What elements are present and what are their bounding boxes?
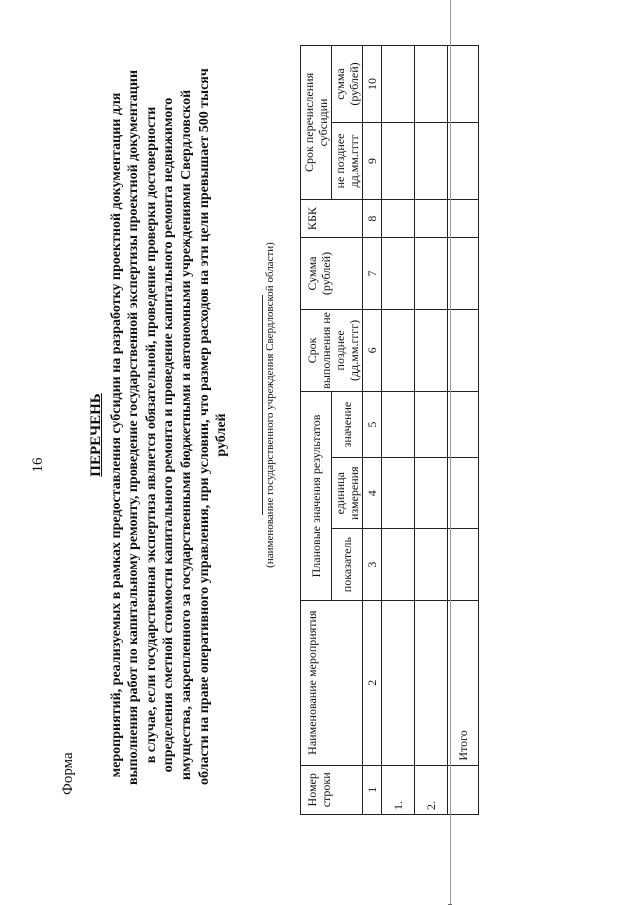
indicator-cell [415,529,448,600]
total-number-cell [448,765,479,814]
title-line: области на праве оперативного управления, при условии, что размер расходов на эти цели превышает 500 тысяч [196,68,212,785]
title-block [88,68,231,785]
column-number: 10 [363,46,382,123]
header-value: значение [332,392,363,458]
row-number: 1. [382,765,415,814]
unit-cell [415,458,448,529]
title-line: рублей [214,413,230,457]
kbk-cell [382,199,415,237]
transfer-deadline-cell [382,123,415,200]
header-event-name: Наименование мероприятия [301,600,363,765]
total-cell [448,199,479,237]
header-unit: единица измерения [332,458,363,529]
value-cell [382,392,415,458]
event-name-cell [415,600,448,765]
total-cell [448,238,479,309]
header-transfer-amount: сумма (рублей) [332,46,363,123]
header-kbk: КБК [301,199,363,237]
column-number-row [363,46,382,815]
amount-cell [415,238,448,309]
unit-cell [382,458,415,529]
page-edge-rule [450,0,451,905]
header-transfer-period: Срок перечисления субсидии [301,46,332,200]
column-number: 6 [363,309,382,391]
title-line: выполнения работ по капитальному ремонту, проведение государственной экспертизы проектной документации [126,69,142,785]
value-cell [415,392,448,458]
header-amount: Сумма (рублей) [301,238,363,309]
title-line: мероприятий, реализуемых в рамках предоставления субсидии на разработку проектной документации для [108,92,124,778]
transfer-deadline-cell [415,123,448,200]
event-name-cell [382,600,415,765]
column-number: 3 [363,529,382,600]
title-line: определения сметной стоимости капитального ремонта и проведение капитального ремонта недвижимого [161,97,177,773]
column-number: 5 [363,392,382,458]
total-cell [448,529,479,600]
header-indicator: показатель [332,529,363,600]
indicator-cell [382,529,415,600]
deadline-cell [415,309,448,391]
amount-cell [382,238,415,309]
column-number: 2 [363,600,382,765]
total-label: Итого [448,600,479,765]
org-name-caption: (наименование государственного учреждения Свердловской области) [264,242,276,568]
column-number: 7 [363,238,382,309]
document-title: ПЕРЕЧЕНЬ [88,393,104,477]
total-row [448,46,479,815]
transfer-amount-cell [415,46,448,123]
page-number: 16 [30,457,46,473]
deadline-cell [382,309,415,391]
header-planned-results: Плановые значения результатов [301,392,332,601]
column-number: 9 [363,123,382,200]
total-cell [448,392,479,458]
column-number: 4 [363,458,382,529]
column-number: 8 [363,199,382,237]
form-label: Форма [60,752,76,795]
header-row-number: Номер строки [301,765,363,814]
org-name-underline [262,295,263,515]
header-transfer-deadline: не позднее дд.мм.гггг [332,123,363,200]
table-row [415,46,448,815]
title-line: в случае, если государственная экспертиза является обязательной, проведение проверки достоверности [143,106,159,764]
kbk-cell [415,199,448,237]
row-number: 2. [415,765,448,814]
header-deadline: Срок выполнения не позднее (дд.мм.гггг) [301,309,363,391]
column-number: 1 [363,765,382,814]
table-row [382,46,415,815]
transfer-amount-cell [382,46,415,123]
total-cell [448,46,479,123]
total-cell [448,458,479,529]
title-line: имущества, закрепленного за государственными бюджетными и автономными учреждениями Свердловской [178,89,194,781]
events-table [300,45,479,815]
total-cell [448,123,479,200]
total-cell [448,309,479,391]
